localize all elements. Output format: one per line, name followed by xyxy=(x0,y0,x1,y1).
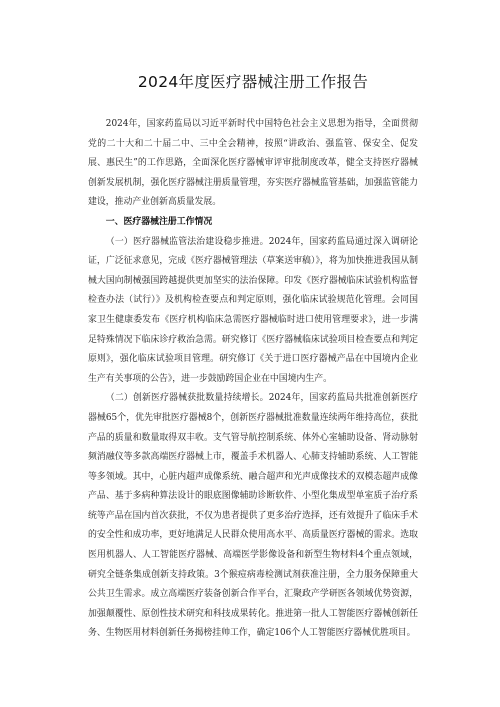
intro-paragraph: 2024年，国家药监局以习近平新时代中国特色社会主义思想为指导，全面贯彻党的二十大和二十届二中、三中全会精神，按照“讲政治、强监管、保安全、促发展、惠民生”的工作思路，全面深化医疗器械审评审批制度改革，健全支持医疗器械创新发展机制，强化医疗器械注册质量管理，夯实医疗器械监管基础，加强监管能力建设，推动产业创新高质量发展。 xyxy=(88,119,418,208)
paragraph-legal-construction: （一）医疗器械监管法治建设稳步推进。2024年，国家药监局通过深入调研论证，广泛征求意见，完成《医疗器械管理法（草案送审稿）》，将为加快推进我国从制械大国向制械强国跨越提供更加坚实的法治保障。印发《医疗器械临床试验机构监督检查办法（试行）》及机构检查要点和判定原则，强化临床试验规范化管理。会同国家卫生健康委发布《医疗机构临床急需医疗器械临时进口使用管理要求》，进一步满足特殊情况下临床诊疗救治急需。研究修订《医疗器械临床试验项目检查要点和判定原则》，强化临床试验项目管理。研究修订《关于进口医疗器械产品在中国境内企业生产有关事项的公告》，进一步鼓励跨国企业在中国境内生产。 xyxy=(88,236,418,384)
document-title: 2024年度医疗器械注册工作报告 xyxy=(137,73,369,91)
section-heading-registration-work: 一、医疗器械注册工作情况 xyxy=(105,216,213,227)
paragraph-innovative-devices: （二）创新医疗器械获批数量持续增长。2024年，国家药监局共批准创新医疗器械65个，优先审批医疗器械8个，创新医疗器械批准数量连续两年维持高位，获批产品的质量和数量取得双丰收。支气管导航控制系统、体外心室辅助设备、肾动脉射频消融仪等多款高端医疗器械上市，覆盖手术机器人、心肺支持辅助系统、人工智能等多领域。其中，心脏内超声成像系统、融合超声和光声成像技术的双模态超声成像产品、基于多病种算法设计的眼底图像辅助诊断软件、小型化集成型单室质子治疗系统等产品在国内首次获批，不仅为患者提供了更多治疗选择，还有效提升了临床手术的安全性和成功率，更好地满足人民群众使用高水平、高质量医疗器械的需求。选取医用机器人、人工智能医疗器械、高端医学影像设备和新型生物材料4个重点领域，研究全链条集成创新支持政策。3个猴痘病毒检测试剂获准注册，全力服务保障重大公共卫生需求。成立高端医疗装备创新合作平台，汇聚政产学研医各领域优势资源，加强颠覆性、原创性技术研究和科技成果转化。推进第一批人工智能医疗器械创新任务、生物医用材料创新任务揭榜挂帅工作，确定106个人工智能医疗器械优胜项目。 xyxy=(88,393,418,639)
